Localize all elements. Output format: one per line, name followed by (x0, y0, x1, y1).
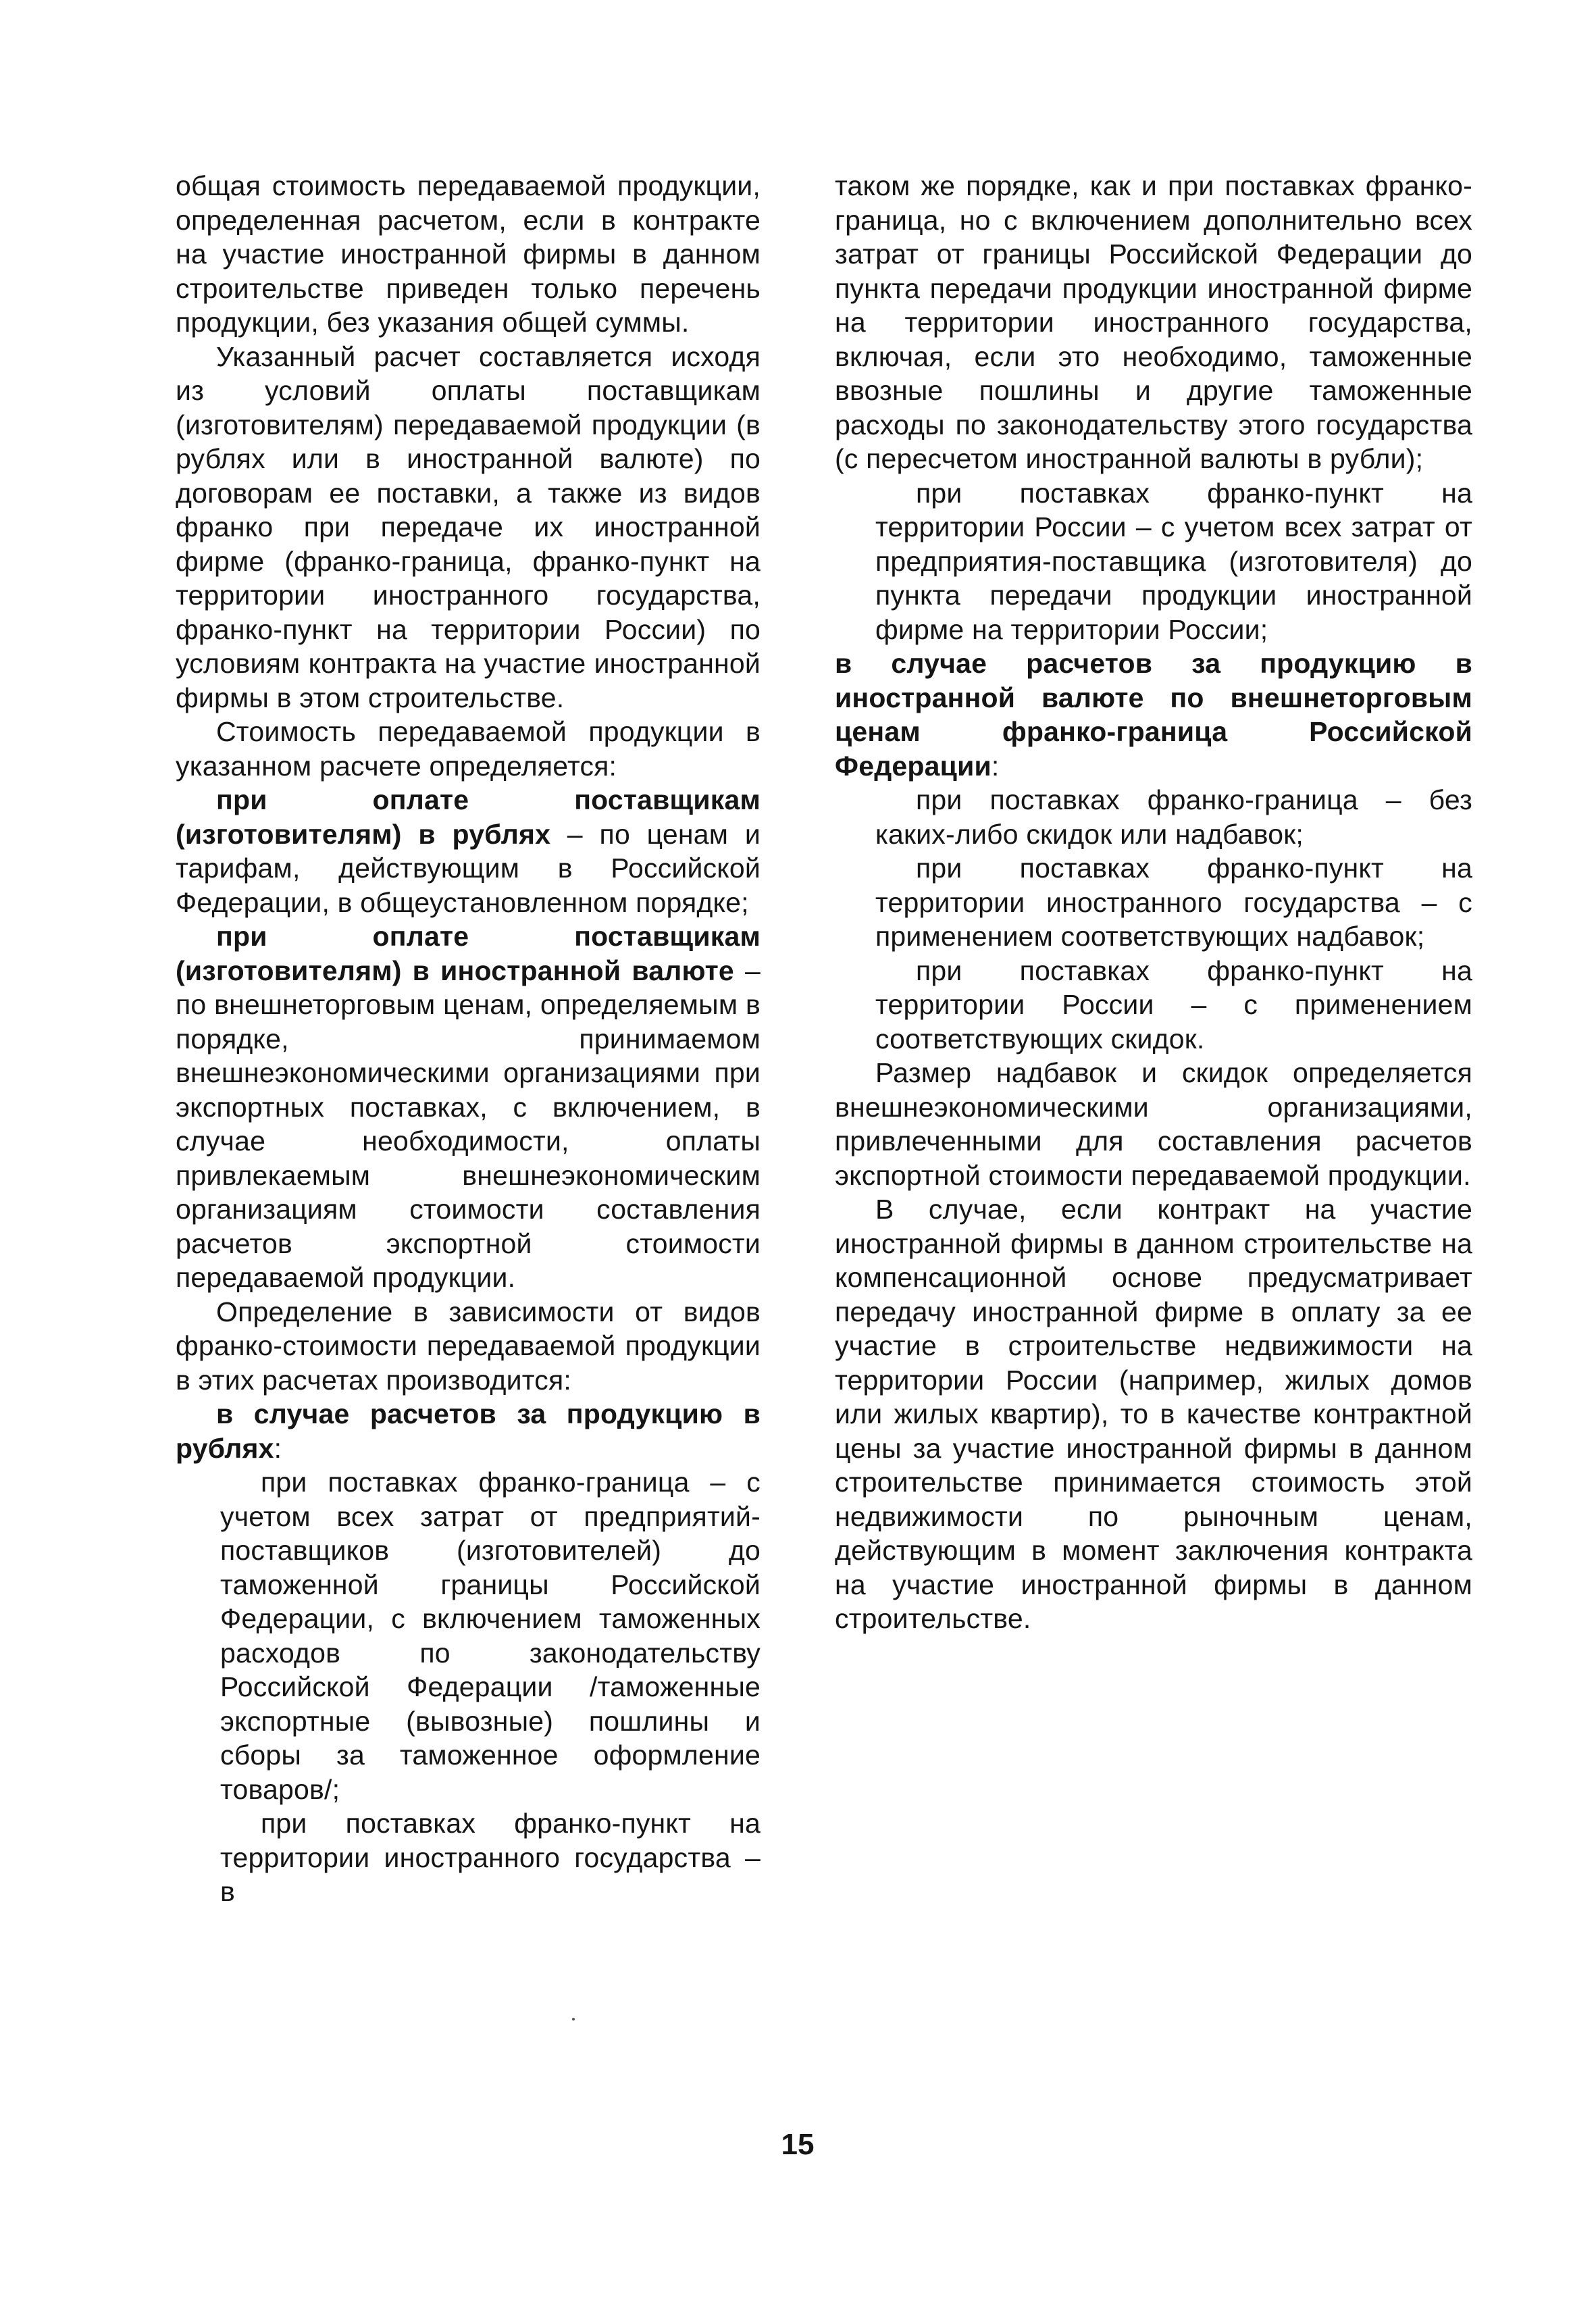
paragraph (176, 1397, 761, 1465)
paragraph: Стоимость передаваемой продукции в указанном расчете определяется: (176, 716, 761, 782)
bold-phrase: в случае расчетов за продукцию в рублях (176, 1398, 761, 1464)
bold-phrase: при оплате поставщикам (изготовителям) в иностранной валюте (176, 921, 761, 986)
page-number: 15 (781, 2128, 815, 2161)
paragraph (176, 783, 761, 919)
paragraph: при поставках франко-граница – с учетом всех затрат от предприятий-поставщиков (изготовителей) до таможенной границы Российской Федерации, с включением таможенных расходов по законодательству Российской Федерации /таможенные экспортные (вывозные) пошлины и сборы за таможенное оформление товаров/; (220, 1467, 761, 1805)
paragraph-text: – по ценам и тарифам, действующим в Российской Федерации, в общеустановленном порядке; (176, 818, 761, 918)
paragraph-text: : (274, 1432, 282, 1464)
paragraph: при поставках франко-пункт на территории иностранного государства – в (220, 1808, 761, 1907)
right-column (835, 169, 1472, 1636)
paragraph: В случае, если контракт на участие иностранной фирмы в данном строительстве на компенсационной основе предусматривает передачу иностранной фирме в оплату за ее участие в строительстве недвижимости на территории России (например, жилых домов или жилых квартир), то в качестве контрактной цены за участие иностранной фирмы в данном строительстве принимается стоимость этой недвижимости по рыночным ценам, действующим в момент заключения контракта на участие иностранной фирмы в данном строительстве. (835, 1194, 1472, 1634)
paragraph: общая стоимость передаваемой продукции, определенная расчетом, если в контракте на участие иностранной фирмы в данном строительстве приведен только перечень продукции, без указания общей суммы. (176, 170, 761, 338)
paragraph-text: : (991, 750, 1000, 782)
left-column (176, 169, 761, 1909)
paragraph: при поставках франко-пункт на территории иностранного государства – с применением соответствующих надбавок; (875, 853, 1472, 952)
paragraph: Размер надбавок и скидок определяется внешнеэкономическими организациями, привлеченными для составления расчетов экспортной стоимости передаваемой продукции. (835, 1057, 1472, 1191)
paragraph: Указанный расчет составляется исходя из условий оплаты поставщикам (изготовителям) передаваемой продукции (в рублях или в иностранной валюте) по договорам ее поставки, а также из видов франко при передаче их иностранной фирме (франко-граница, франко-пункт на территории иностранного государства, франко-пункт на территории России) по условиям контракта на участие иностранной фирмы в этом строительстве. (176, 340, 761, 713)
paragraph (176, 919, 761, 1295)
bold-phrase: в случае расчетов за продукцию в иностранной валюте по внешнеторговым ценам франко-граница Российской Федерации (835, 648, 1472, 782)
paragraph: при поставках франко-пункт на территории России – с применением соответствующих скидок. (875, 955, 1472, 1054)
paragraph (835, 646, 1472, 783)
paragraph-text: – по внешнеторговым ценам, определяемым в порядке, принимаемом внешнеэкономическими организациями при экспортных поставках, с включением, в случае необходимости, оплаты привлекаемым внешнеэкономическим организациям стоимости составления расчетов экспортной стоимости передаваемой продукции. (176, 955, 761, 1293)
bold-phrase: при оплате поставщикам (изготовителям) в рублях (176, 784, 761, 850)
paragraph: при поставках франко-граница – без каких-либо скидок или надбавок; (875, 784, 1472, 850)
paragraph: таком же порядке, как и при поставках франко-граница, но с включением дополнительно всех затрат от границы Российской Федерации до пункта передачи продукции иностранной фирме на территории иностранного государства, включая, если это необходимо, таможенные ввозные пошлины и другие таможенные расходы по законодательству этого государства (с пересчетом иностранной валюты в рубли); (835, 170, 1472, 474)
paragraph: Определение в зависимости от видов франко-стоимости передаваемой продукции в этих расчетах производится: (176, 1296, 761, 1396)
paragraph: при поставках франко-пункт на территории России – с учетом всех затрат от предприятия-поставщика (изготовителя) до пункта передачи продукции иностранной фирме на территории России; (875, 477, 1472, 645)
scan-speck (572, 2018, 575, 2020)
